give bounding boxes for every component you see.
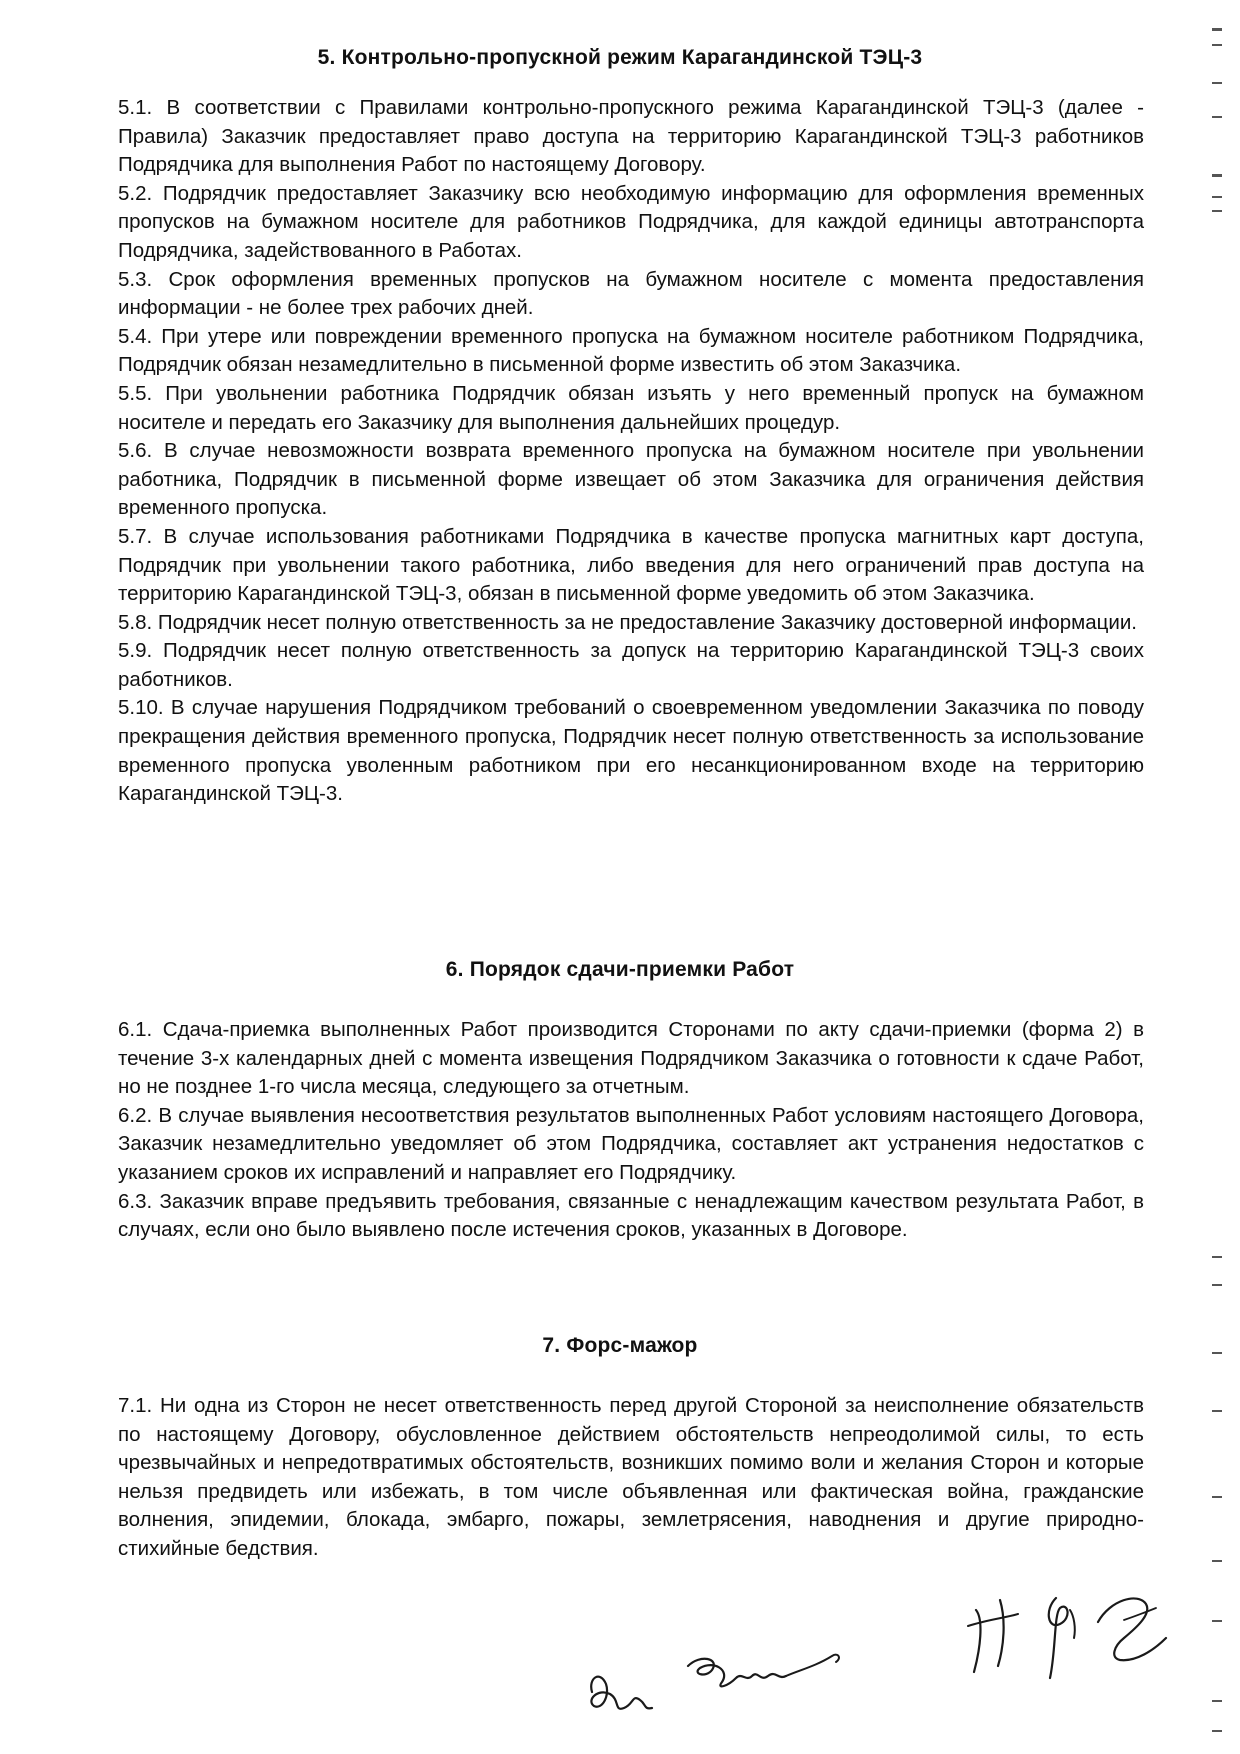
paragraph-5-4: 5.4. При утере или повреждении временного пропуска на бумажном носителе работником Подрядчика, Подрядчик обязан незамедлительно в письменной форме известить об этом Заказчика. (118, 324, 1144, 377)
section-6-body (118, 1016, 1144, 1245)
margin-mark (1212, 1730, 1222, 1732)
margin-mark (1212, 174, 1222, 177)
signature-left (580, 1630, 870, 1730)
paragraph-6-3: 6.3. Заказчик вправе предъявить требования, связанные с ненадлежащим качеством результата Работ, в случаях, если оно было выявлено после истечения сроков, указанных в Договоре. (118, 1189, 1144, 1242)
paragraph-5-8: 5.8. Подрядчик несет полную ответственность за не предоставление Заказчику достоверной информации. (118, 610, 1137, 634)
margin-mark (1212, 1256, 1222, 1258)
section-6-title: 6. Порядок сдачи-приемки Работ (445, 958, 795, 981)
paragraph-5-5: 5.5. При увольнении работника Подрядчик обязан изъять у него временный пропуск на бумажном носителе и передать его Заказчику для выполнения дальнейших процедур. (118, 381, 1144, 434)
paragraph-5-6: 5.6. В случае невозможности возврата временного пропуска на бумажном носителе при увольнении работника, Подрядчик в письменной форме извещает об этом Заказчика для ограничения действия временного пропуска. (118, 439, 1144, 520)
signature-right (960, 1580, 1190, 1690)
paragraph-5-7: 5.7. В случае использования работниками Подрядчика в качестве пропуска магнитных карт доступа, Подрядчик при увольнении такого работника, либо введения для него ограничений прав доступа на территорию Карагандинской ТЭЦ-3, обязан в письменной форме уведомить об этом Заказчика. (118, 524, 1144, 606)
paragraph-6-1: 6.1. Сдача-приемка выполненных Работ производится Сторонами по акту сдачи-приемки (форма 2) в течение 3-х календарных дней с момента извещения Подрядчиком Заказчика о готовности к сдаче Работ, но не позднее 1-го числа месяца, следующего за отчетным. (118, 1018, 1144, 1099)
section-7-title: 7. Форс-мажор (542, 1334, 698, 1357)
section-7-body (118, 1392, 1144, 1564)
paragraph-7-1: 7.1. Ни одна из Сторон не несет ответственность перед другой Стороной за неисполнение обязательств по настоящему Договору, обусловленное действием обстоятельств непреодолимой силы, то есть чрезвычайных и непредотвратимых обстоятельств, возникших помимо воли и желания Сторон и которые нельзя предвидеть или избежать, в том числе объявленная или фактическая война, гражданские волнения, эпидемии, блокада, эмбарго, пожары, землетрясения, наводнения и другие природно-стихийные бедствия. (118, 1394, 1144, 1560)
margin-mark (1212, 1410, 1222, 1412)
section-5-title: 5. Контрольно-пропускной режим Карагандинской ТЭЦ-3 (317, 46, 923, 69)
paragraph-5-3: 5.3. Срок оформления временных пропусков на бумажном носителе с момента предоставления информации - не более трех рабочих дней. (118, 267, 1144, 320)
margin-mark (1212, 210, 1222, 212)
paragraph-5-10: 5.10. В случае нарушения Подрядчиком требований о своевременном уведомлении Заказчика по поводу прекращения действия временного пропуска, Подрядчик несет полную ответственность за использование временного пропуска уволенным работником при его несанкционированном входе на территорию Карагандинской ТЭЦ-3. (118, 696, 1144, 806)
margin-mark (1212, 28, 1222, 31)
margin-mark (1212, 1352, 1222, 1354)
margin-mark (1212, 196, 1222, 198)
margin-mark (1212, 44, 1222, 46)
margin-mark (1212, 1496, 1222, 1498)
section-5-body (118, 94, 1144, 809)
margin-mark (1212, 82, 1222, 84)
margin-mark (1212, 116, 1222, 118)
margin-mark (1212, 1700, 1222, 1702)
margin-mark (1212, 1560, 1222, 1562)
margin-mark (1212, 1284, 1222, 1286)
paragraph-5-1: 5.1. В соответствии с Правилами контрольно-пропускного режима Карагандинской ТЭЦ-3 (далее - Правила) Заказчик предоставляет право доступа на территорию Карагандинской ТЭЦ-3 работников Подрядчика для выполнения Работ по настоящему Договору. (118, 96, 1144, 177)
paragraph-6-2: 6.2. В случае выявления несоответствия результатов выполненных Работ условиям настоящего Договора, Заказчик незамедлительно уведомляет об этом Подрядчика, составляет акт устранения недостатков с указанием сроков их исправлений и направляет его Подрядчику. (118, 1103, 1144, 1184)
paragraph-5-9: 5.9. Подрядчик несет полную ответственность за допуск на территорию Карагандинской ТЭЦ-3 своих работников. (118, 639, 1144, 691)
paragraph-5-2: 5.2. Подрядчик предоставляет Заказчику всю необходимую информацию для оформления временных пропусков на бумажном носителе для работников Подрядчика, для каждой единицы автотранспорта Подрядчика, задействованного в Работах. (118, 181, 1144, 262)
margin-mark (1212, 1620, 1222, 1622)
